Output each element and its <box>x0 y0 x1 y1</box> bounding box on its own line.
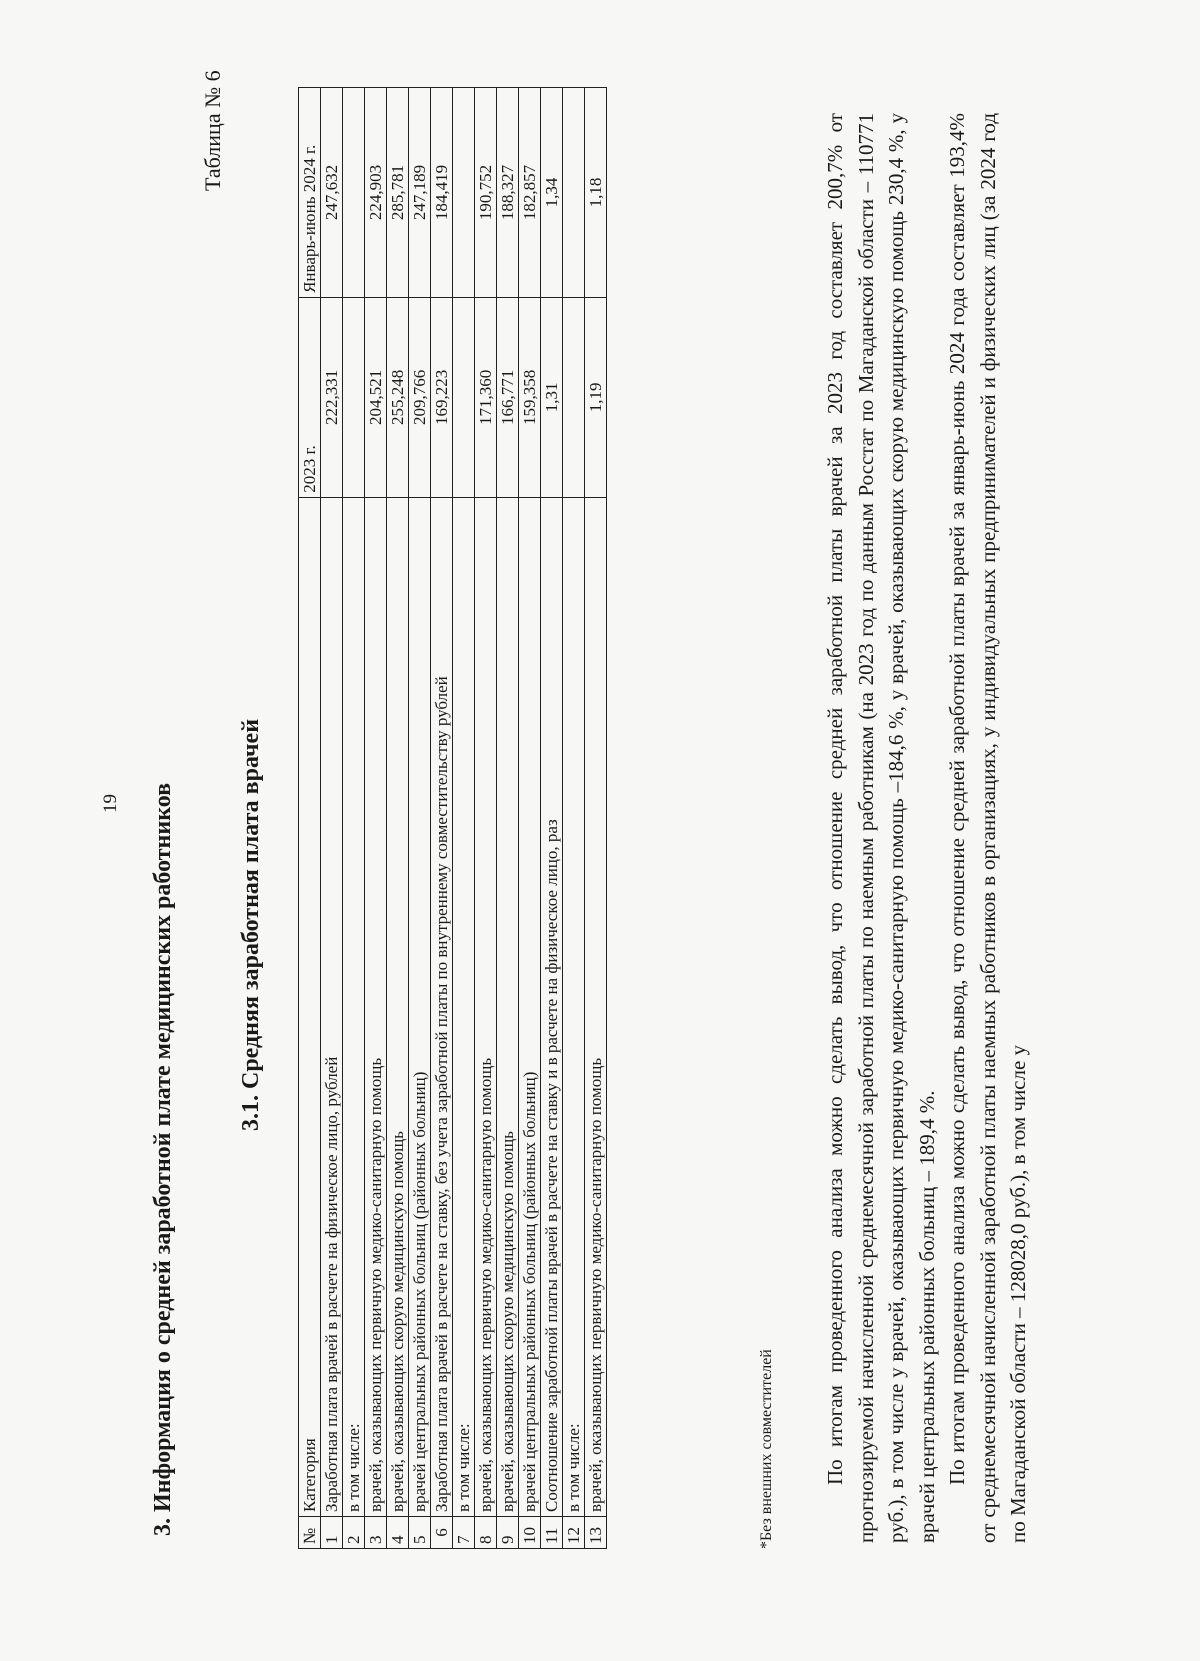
row-value-2024: 188,327 <box>497 88 519 298</box>
row-num: 7 <box>453 1517 475 1549</box>
row-value-2024: 247,632 <box>321 88 343 298</box>
row-value-2024: 247,189 <box>409 88 431 298</box>
row-value-2024: 1,18 <box>585 88 607 298</box>
table-row <box>497 88 519 1549</box>
row-category: Соотношение заработной платы врачей в расчете на ставку и в расчете на физическое лицо, раз <box>541 497 563 1516</box>
header-num: № <box>299 1517 321 1549</box>
row-value-2023: 204,521 <box>365 297 387 497</box>
paragraph: По итогам проведенного анализа можно сделать вывод, что отношение средней заработной платы врачей за январь-июнь 2024 года составляет 193,4% от среднемесячной начисленной заработной платы наемных работников в организациях, у индивидуальных предпринимателей и физических лиц (за 2024 год по Магаданской области – 128028,0 руб.), в том числе у <box>945 113 1030 1543</box>
table-row <box>409 88 431 1549</box>
row-category: врачей, оказывающих первичную медико-санитарную помощь <box>585 497 607 1516</box>
salary-table <box>298 87 607 1549</box>
row-category: Заработная плата врачей в расчете на ставку, без учета заработной платы по внутреннему совместительству рублей <box>431 497 453 1516</box>
table-row <box>431 88 453 1549</box>
row-num: 3 <box>365 1517 387 1549</box>
row-category: врачей центральных районных больниц (районных больниц) <box>409 497 431 1516</box>
row-value-2024 <box>563 88 585 298</box>
row-value-2023: 1,31 <box>541 297 563 497</box>
table-row <box>365 88 387 1549</box>
row-value-2024 <box>453 88 475 298</box>
row-value-2023: 209,766 <box>409 297 431 497</box>
table-row <box>387 88 409 1549</box>
table-footnote: *Без внешних совместителей <box>758 1349 775 1549</box>
page-number: 19 <box>100 794 121 813</box>
table-row <box>585 88 607 1549</box>
table-label: Таблица № 6 <box>200 70 225 191</box>
table-row <box>519 88 541 1549</box>
row-category: в том числе: <box>453 497 475 1516</box>
table-row <box>541 88 563 1549</box>
row-num: 1 <box>321 1517 343 1549</box>
row-value-2024: 184,419 <box>431 88 453 298</box>
paragraph: По итогам проведенного анализа можно сделать вывод, что отношение средней заработной платы врачей за 2023 год составляет 200,7% от прогнозируемой начисленной среднемесячной заработной платы по наемным работникам (на 2023 год по данным Росстат по Магаданской области – 110771 руб.), в том числе у врачей, оказывающих первичную медико-санитарную помощь –184,6 %, у врачей, оказывающих скорую медицинскую помощь 230,4 %, у врачей центральных районных больниц – 189,4 %. <box>823 113 939 1543</box>
row-value-2023: 255,248 <box>387 297 409 497</box>
row-value-2023: 222,331 <box>321 297 343 497</box>
row-category: врачей, оказывающих первичную медико-санитарную помощь <box>475 497 497 1516</box>
row-num: 5 <box>409 1517 431 1549</box>
subsection-title: 3.1. Средняя заработная плата врачей <box>238 718 264 1131</box>
body-text <box>820 113 1034 1543</box>
row-num: 10 <box>519 1517 541 1549</box>
row-category: врачей, оказывающих скорую медицинскую помощь <box>497 497 519 1516</box>
row-value-2024: 285,781 <box>387 88 409 298</box>
row-num: 6 <box>431 1517 453 1549</box>
table-row <box>563 88 585 1549</box>
row-value-2023: 166,771 <box>497 297 519 497</box>
header-category: Категория <box>299 497 321 1516</box>
row-num: 2 <box>343 1517 365 1549</box>
table-row <box>343 88 365 1549</box>
row-category: врачей центральных районных больниц (районных больниц) <box>519 497 541 1516</box>
table-header-row <box>299 88 321 1549</box>
header-2023: 2023 г. <box>299 297 321 497</box>
row-category: Заработная плата врачей в расчете на физическое лицо, рублей <box>321 497 343 1516</box>
row-num: 8 <box>475 1517 497 1549</box>
table-row <box>475 88 497 1549</box>
section-title: 3. Информация о средней заработной плате медицинских работников <box>150 782 176 1536</box>
row-num: 12 <box>563 1517 585 1549</box>
row-num: 4 <box>387 1517 409 1549</box>
row-value-2023 <box>343 297 365 497</box>
row-num: 13 <box>585 1517 607 1549</box>
table-row <box>453 88 475 1549</box>
row-value-2024: 182,857 <box>519 88 541 298</box>
row-value-2023 <box>563 297 585 497</box>
row-value-2024 <box>343 88 365 298</box>
header-2024: Январь-июнь 2024 г. <box>299 88 321 298</box>
row-num: 9 <box>497 1517 519 1549</box>
row-value-2023: 1,19 <box>585 297 607 497</box>
row-value-2023: 159,358 <box>519 297 541 497</box>
row-value-2024: 190,752 <box>475 88 497 298</box>
row-category: в том числе: <box>563 497 585 1516</box>
row-num: 11 <box>541 1517 563 1549</box>
row-value-2023: 169,223 <box>431 297 453 497</box>
row-category: врачей, оказывающих первичную медико-санитарную помощь <box>365 497 387 1516</box>
row-category: в том числе: <box>343 497 365 1516</box>
row-value-2023 <box>453 297 475 497</box>
row-category: врачей, оказывающих скорую медицинскую помощь <box>387 497 409 1516</box>
row-value-2024: 1,34 <box>541 88 563 298</box>
table-row <box>321 88 343 1549</box>
row-value-2023: 171,360 <box>475 297 497 497</box>
row-value-2024: 224,903 <box>365 88 387 298</box>
